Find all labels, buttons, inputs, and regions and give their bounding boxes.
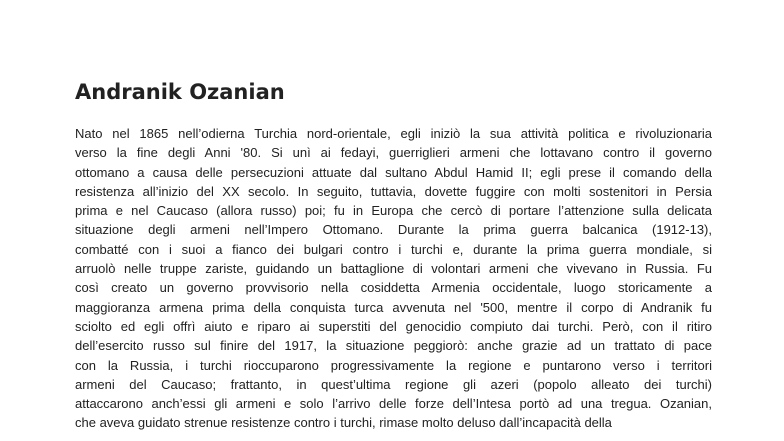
paragraph-line: ottomano a causa delle persecuzioni attuate dal sultano Abdul Hamid II; egli prese il comando della	[75, 164, 712, 180]
paragraph-line: così creato un governo provvisorio nella cosiddetta Armenia occidentale, luogo storicamente a	[75, 280, 712, 296]
paragraph-line: resistenza all’inizio del XX secolo. In seguito, tuttavia, dovette fuggire con molti sostenitori in Persia	[75, 183, 712, 199]
paragraph-line: con la Russia, i turchi rioccuparono progressivamente la regione e puntarono verso i territori	[75, 357, 712, 373]
paragraph-line: combatté con i suoi a fianco dei bulgari contro i turchi e, durante la prima guerra mondiale, si	[75, 241, 712, 257]
paragraph-line: maggioranza armena prima della conquista turca avvenuta nel '500, mentre il corpo di Andranik fu	[75, 299, 712, 315]
document-title: Andranik Ozanian	[75, 80, 285, 104]
paragraph-line: attaccarono anch’essi gli armeni e solo l’arrivo delle forze dell’Intesa portò ad una tregua. Ozanian,	[75, 396, 712, 412]
paragraph-line: armeni del Caucaso; frattanto, in quest’ultima regione gli azeri (popolo alleato dei turchi)	[75, 376, 712, 392]
paragraph-line: Nato nel 1865 nell’odierna Turchia nord-orientale, egli iniziò la sua attività politica e rivoluzionaria	[75, 126, 712, 141]
paragraph-line: situazione degli armeni nell’Impero Ottomano. Durante la prima guerra balcanica (1912-13),	[75, 222, 712, 238]
paragraph-line: arruolò nelle truppe zariste, guidando un battaglione di volontari armeni che vivevano in Russia. Fu	[75, 261, 712, 277]
paragraph-line: dell’esercito russo sul finire del 1917, la situazione peggiorò: anche grazie ad un trattato di pace	[75, 338, 712, 354]
paragraph-line: che aveva guidato strenue resistenze contro i turchi, rimase molto deluso dall’incapacità della	[75, 415, 612, 431]
body-paragraph	[75, 124, 712, 433]
paragraph-line: prima e nel Caucaso (allora russo) poi; fu in Europa che cercò di portare l’attenzione sulla delicata	[75, 203, 712, 219]
paragraph-line: verso la fine degli Anni '80. Si unì ai fedayi, guerriglieri armeni che lottavano contro il governo	[75, 145, 712, 161]
paragraph-line: sciolto ed egli offrì aiuto e riparo ai superstiti del genocidio compiuto dai turchi. Però, con il ritiro	[75, 318, 712, 334]
